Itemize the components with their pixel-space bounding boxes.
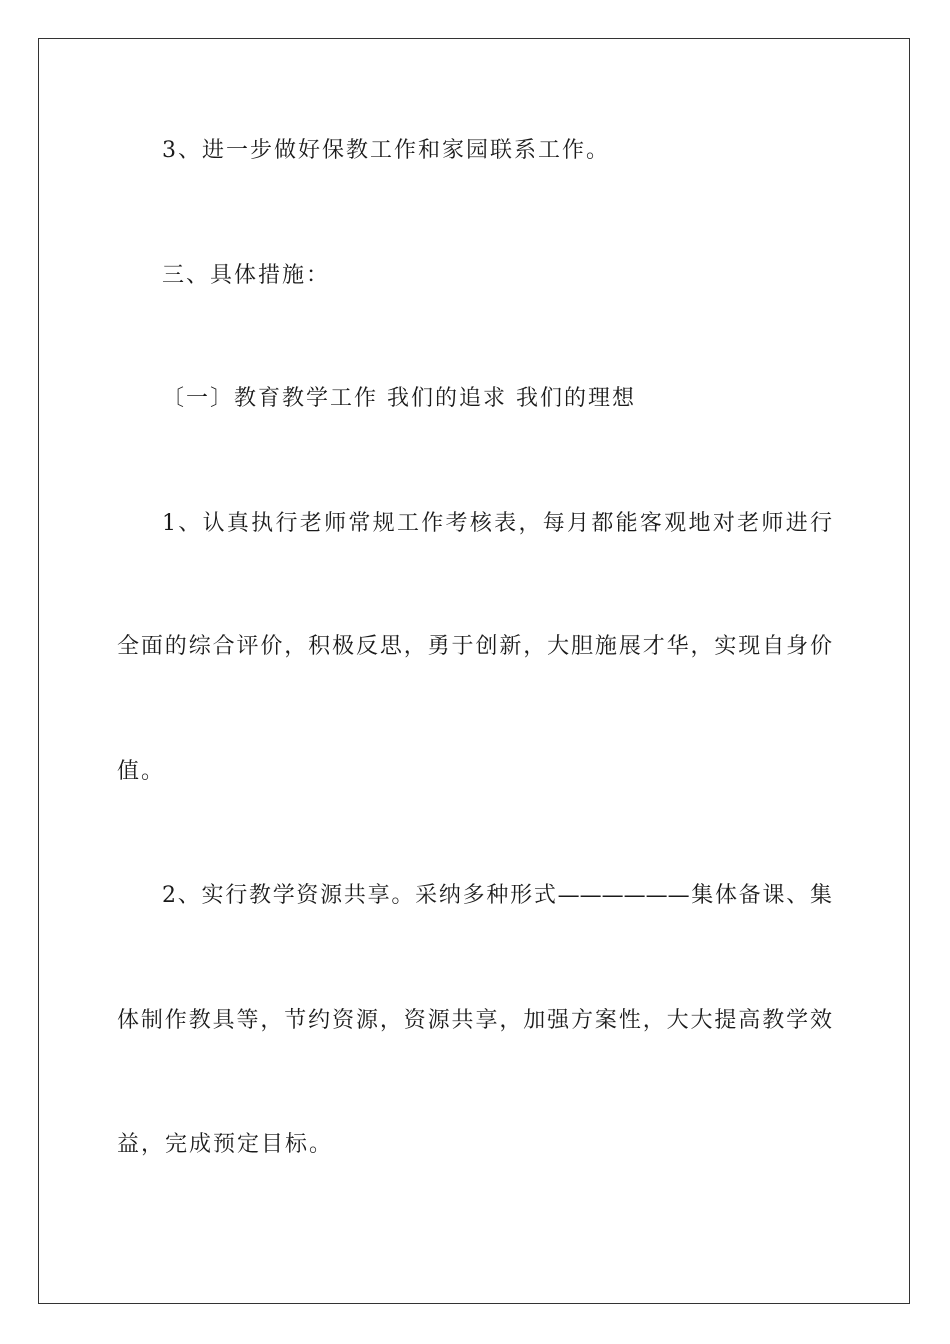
section-heading: 三、具体措施： xyxy=(162,263,331,288)
list-item-3: 3、进一步做好保教工作和家园联系工作。 xyxy=(162,138,610,163)
paragraph-2-line-3: 益，完成预定目标。 xyxy=(117,1132,334,1157)
page-border xyxy=(38,38,910,1304)
subsection-heading: 〔一〕教育教学工作 我们的追求 我们的理想 xyxy=(162,386,636,411)
paragraph-1-line-1: 1、认真执行老师常规工作考核表，每月都能客观地对老师进行 xyxy=(162,511,832,536)
paragraph-1-line-2: 全面的综合评价，积极反思，勇于创新，大胆施展才华，实现自身价 xyxy=(117,634,832,659)
paragraph-1-line-3: 值。 xyxy=(117,759,166,784)
paragraph-2-line-1: 2、实行教学资源共享。采纳多种形式——————集体备课、集 xyxy=(162,883,832,908)
paragraph-2-line-2: 体制作教具等，节约资源，资源共享，加强方案性，大大提高教学效 xyxy=(117,1008,832,1033)
